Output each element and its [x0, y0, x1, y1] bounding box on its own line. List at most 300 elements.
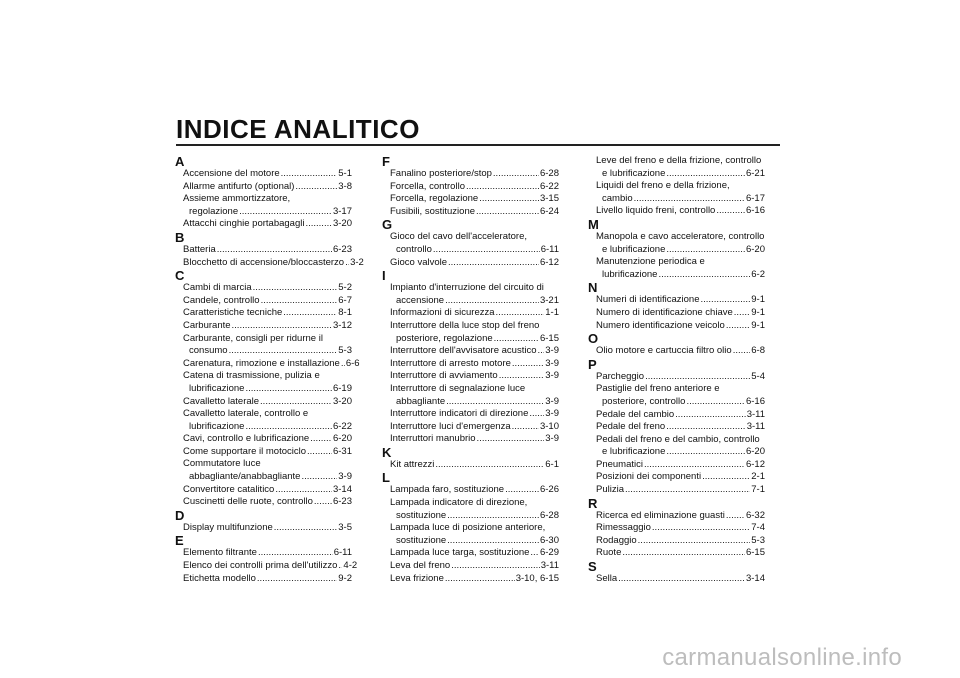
page-ref: 6-21 [745, 167, 765, 179]
leader-dots [307, 446, 332, 459]
index-column-3 [589, 155, 765, 586]
page-ref: 3-9 [545, 357, 559, 369]
page-ref: 6-26 [539, 484, 559, 496]
page-ref: 3-14 [332, 483, 352, 495]
index-entry[interactable] [589, 471, 765, 484]
index-entry[interactable] [589, 320, 765, 333]
leader-dots [493, 168, 539, 181]
leader-dots [435, 459, 544, 472]
entry-text: Cuscinetti delle ruote, controllo [183, 496, 313, 508]
leader-dots [658, 269, 750, 282]
entry-text: Pulizia [596, 484, 624, 496]
index-entry[interactable] [589, 522, 765, 535]
leader-dots [281, 168, 338, 181]
entry-text: Lampada luce di posizione anteriore, [390, 522, 546, 534]
page-ref: 6-28 [539, 509, 559, 521]
index-column-1 [175, 154, 364, 585]
page-ref: 6-15 [539, 332, 559, 344]
entry-text: Fanalino posteriore/stop [390, 168, 492, 179]
leader-dots [345, 257, 349, 270]
index-entry[interactable] [383, 433, 559, 446]
leader-dots [666, 421, 745, 434]
section-letter: R [588, 495, 598, 511]
leader-dots [433, 244, 540, 257]
entry-text: Pastiglie del freno anteriore e [596, 383, 720, 395]
page-ref: 3-11 [540, 560, 559, 572]
entry-text: Interruttore di avviamento [390, 370, 498, 382]
index-entry[interactable] [176, 496, 352, 509]
index-entry[interactable] [589, 409, 765, 422]
leader-dots [645, 371, 750, 384]
leader-dots [505, 484, 539, 497]
index-entry[interactable] [176, 370, 352, 395]
index-entry[interactable] [589, 231, 765, 256]
leader-dots [479, 193, 539, 206]
entry-text: Kit attrezzi [390, 458, 435, 470]
page-ref: 3-9 [545, 345, 559, 357]
entry-text: Assieme ammortizzatore, [183, 193, 291, 205]
entry-text: regolazione [189, 205, 239, 217]
index-entry[interactable] [383, 573, 559, 586]
entry-text: cambio [602, 192, 633, 204]
leader-dots [716, 205, 745, 218]
leader-dots [305, 218, 332, 231]
index-entry[interactable] [176, 357, 360, 371]
page-ref: 3-21 [539, 294, 559, 306]
leader-dots [494, 333, 539, 346]
page-title: INDICE ANALITICO [176, 114, 420, 144]
leader-dots [634, 193, 745, 206]
leader-dots [734, 307, 750, 320]
leader-dots [512, 421, 539, 434]
entry-text: Allarme antifurto (optional) [183, 180, 295, 192]
index-entry[interactable] [176, 408, 352, 433]
leader-dots [477, 433, 545, 446]
leader-dots [701, 294, 751, 307]
index-entry[interactable] [383, 345, 559, 358]
entry-text: Elemento filtrante [183, 547, 257, 559]
page-ref: 6-20 [745, 446, 765, 458]
entry-text: Lampada indicatore di direzione, [390, 497, 528, 509]
page-ref: 6-32 [745, 509, 765, 521]
section-letter: A [175, 154, 185, 169]
entry-text: Pneumatici [596, 458, 643, 470]
index-entry[interactable] [176, 547, 352, 560]
entry-text: Parcheggio [596, 370, 645, 382]
entry-text: Come supportare il motociclo [183, 445, 307, 457]
index-entry[interactable] [383, 459, 559, 472]
entry-text: Rimessaggio [596, 522, 651, 534]
page-ref: 3-12 [332, 319, 352, 331]
page-ref: 3-9 [545, 433, 559, 445]
entry-text: Interruttore indicatori di direzione [390, 408, 529, 420]
entry-text: Manopola e cavo acceleratore, controllo [596, 230, 765, 242]
page-ref: 3-14 [745, 573, 765, 585]
entry-text: posteriore, regolazione [396, 332, 493, 344]
index-entry[interactable] [383, 547, 559, 560]
index-entry[interactable] [176, 168, 352, 181]
entry-text: Carburante [183, 319, 231, 331]
entry-text: Impianto d'interruzione del circuito di [390, 282, 544, 294]
entry-text: Pedale del freno [596, 421, 666, 433]
entry-text: Batteria [183, 243, 216, 255]
entry-text: e lubrificazione [602, 167, 666, 179]
entry-text: Interruttore dell'avvisatore acustico [390, 345, 537, 357]
entry-text: Rodaggio [596, 534, 637, 546]
page-ref: 6-24 [539, 205, 559, 217]
section-letter: C [175, 268, 185, 284]
index-entry[interactable] [176, 218, 352, 231]
page-ref: 6-22 [539, 180, 559, 192]
page-ref: 6-17 [745, 192, 765, 204]
page-ref: 3-10, 6-15 [515, 572, 559, 584]
section-letter: K [382, 444, 392, 460]
index-entry[interactable] [589, 484, 765, 497]
entry-text: Interruttori manubrio [390, 433, 476, 445]
section-letter: N [588, 280, 598, 296]
watermark-text: carmanualsonline.info [662, 644, 902, 671]
entry-text: sostituzione [396, 509, 447, 521]
index-entry[interactable] [589, 180, 765, 205]
section-letter: F [382, 154, 390, 169]
leader-dots [260, 396, 332, 409]
page-ref: 6-11 [540, 243, 559, 255]
page-ref: 5-3 [338, 345, 352, 357]
page-ref: 6-22 [332, 420, 352, 432]
entry-text: lubrificazione [189, 382, 245, 394]
page-ref: 6-6 [345, 357, 360, 369]
leader-dots [666, 446, 745, 459]
page-ref: 6-11 [333, 547, 352, 559]
page-ref: 6-16 [745, 205, 765, 217]
page-ref: 5-2 [338, 282, 352, 294]
entry-text: Elenco dei controlli prima dell'utilizzo [183, 560, 338, 572]
entry-text: Numero di identificazione chiave [596, 306, 733, 318]
entry-text: Pedale del cambio [596, 408, 675, 420]
page-ref: 6-29 [539, 547, 559, 559]
page-ref: 5-4 [751, 370, 765, 382]
page-ref: 3-17 [332, 205, 352, 217]
index-entry[interactable] [589, 345, 765, 358]
leader-dots [622, 547, 745, 560]
leader-dots [618, 573, 745, 586]
section-letter: O [588, 331, 599, 347]
section-letter: I [382, 268, 386, 284]
page-ref: 6-15 [745, 547, 765, 559]
index-entry[interactable] [383, 484, 559, 497]
entry-text: Liquidi del freno e della frizione, [596, 180, 730, 192]
leader-dots [530, 547, 539, 560]
page-ref: 6-19 [332, 382, 352, 394]
index-entry[interactable] [383, 358, 559, 371]
entry-text: Manutenzione periodica e [596, 256, 705, 268]
leader-dots [625, 484, 750, 497]
index-entry[interactable] [589, 510, 765, 523]
leader-dots [538, 345, 545, 358]
index-entry[interactable] [383, 497, 559, 522]
entry-text: Livello liquido freni, controllo [596, 205, 716, 217]
entry-text: Leva del freno [390, 560, 451, 572]
entry-text: posteriore, controllo [602, 395, 686, 407]
index-entry[interactable] [176, 560, 358, 573]
page-ref: 6-2 [751, 268, 765, 280]
title-rule [176, 144, 780, 146]
leader-dots [638, 535, 751, 548]
entry-text: abbagliante [396, 395, 446, 407]
leader-dots [529, 408, 544, 421]
index-entry[interactable] [589, 547, 765, 560]
leader-dots [466, 181, 539, 194]
index-entry[interactable] [383, 193, 559, 206]
index-entry[interactable] [383, 320, 559, 345]
leader-dots [301, 471, 337, 484]
index-entry[interactable] [176, 333, 352, 358]
entry-text: Gioco valvole [390, 256, 448, 268]
entry-text: Display multifunzione [183, 521, 273, 533]
leader-dots [245, 421, 332, 434]
leader-dots [666, 244, 745, 257]
index-entry[interactable] [589, 256, 765, 281]
leader-dots [232, 320, 332, 333]
leader-dots [295, 181, 337, 194]
entry-text: Pedali del freno e del cambio, controllo [596, 433, 760, 445]
entry-text: Interruttore di segnalazione luce [390, 382, 526, 394]
entry-text: abbagliante/anabbagliante [189, 471, 301, 483]
index-entry[interactable] [383, 522, 559, 547]
entry-text: Interruttore di arresto motore [390, 357, 511, 369]
entry-text: Candele, controllo [183, 294, 260, 306]
page-ref: 5-1 [338, 168, 352, 179]
index-entry[interactable] [589, 371, 765, 384]
leader-dots [257, 573, 337, 586]
leader-dots [675, 409, 746, 422]
page-ref: 3-11 [746, 421, 765, 433]
page-ref: 3-9 [545, 408, 559, 420]
entry-text: Carenatura, rimozione e installazione [183, 357, 340, 369]
index-entry[interactable] [589, 459, 765, 472]
entry-text: Leva frizione [390, 572, 444, 584]
page-ref: 7-4 [751, 522, 765, 534]
index-entry[interactable] [176, 244, 352, 257]
index-entry[interactable] [589, 155, 765, 180]
index-entry[interactable] [383, 421, 559, 434]
entry-text: Convertitore catalitico [183, 483, 275, 495]
index-entry[interactable] [383, 282, 559, 307]
page-ref: 3-8 [338, 180, 352, 192]
entry-text: Lampada faro, sostituzione [390, 484, 505, 496]
page-ref: 3-20 [332, 218, 352, 230]
index-entry[interactable] [383, 257, 559, 270]
page-ref: 6-8 [751, 345, 765, 357]
index-entry[interactable] [383, 560, 559, 573]
entry-text: lubrificazione [602, 268, 658, 280]
page-ref: 3-10 [539, 420, 559, 432]
index-entry[interactable] [176, 396, 352, 409]
leader-dots [666, 168, 745, 181]
section-letter: P [588, 356, 597, 372]
index-entry[interactable] [383, 181, 559, 194]
index-entry[interactable] [383, 206, 559, 219]
entry-text: Cambi di marcia [183, 282, 252, 294]
index-entry[interactable] [383, 307, 559, 320]
page-ref: 3-11 [746, 408, 765, 420]
section-letter: M [588, 216, 599, 232]
entry-text: Interruttore della luce stop del freno [390, 319, 540, 331]
index-entry[interactable] [176, 446, 352, 459]
index-entry[interactable] [176, 458, 352, 483]
page-ref: 6-16 [745, 395, 765, 407]
entry-text: Etichetta modello [183, 572, 256, 584]
page-ref: 2-1 [751, 471, 765, 483]
index-entry[interactable] [383, 231, 559, 256]
page-ref: 6-20 [332, 433, 352, 445]
leader-dots [726, 320, 750, 333]
page-ref: 6-7 [338, 294, 352, 306]
index-entry[interactable] [176, 307, 352, 320]
page-ref: 8-1 [338, 307, 352, 319]
page-ref: 5-3 [751, 534, 765, 546]
index-entry[interactable] [383, 370, 559, 383]
entry-text: Accensione del motore [183, 168, 280, 179]
leader-dots [310, 433, 332, 446]
leader-dots [446, 396, 544, 409]
page-ref: 3-9 [338, 471, 352, 483]
index-entry[interactable] [589, 205, 765, 218]
leader-dots [338, 560, 342, 573]
entry-text: Ricerca ed eliminazione guasti [596, 509, 725, 521]
entry-text: Cavalletto laterale, controllo e [183, 408, 309, 420]
entry-text: Catena di trasmissione, pulizia e [183, 370, 320, 382]
index-entry[interactable] [383, 168, 559, 181]
index-entry[interactable] [589, 434, 765, 459]
leader-dots [245, 383, 332, 396]
page-ref: 9-1 [751, 294, 765, 306]
page-ref: 6-20 [745, 243, 765, 255]
leader-dots [512, 358, 544, 371]
leader-dots [447, 535, 539, 548]
leader-dots [229, 345, 338, 358]
index-entry[interactable] [589, 383, 765, 408]
leader-dots [499, 370, 545, 383]
page-ref: 3-9 [545, 395, 559, 407]
leader-dots [314, 496, 332, 509]
entry-text: Lampada luce targa, sostituzione [390, 547, 530, 559]
page-ref: 3-20 [332, 395, 352, 407]
leader-dots [253, 282, 338, 295]
entry-text: consumo [189, 345, 228, 357]
leader-dots [261, 295, 338, 308]
page-ref: 6-12 [539, 256, 559, 268]
index-entry[interactable] [176, 181, 352, 194]
entry-text: Attacchi cinghie portabagagli [183, 218, 305, 230]
section-letter: B [175, 229, 185, 245]
page-ref: 6-31 [332, 445, 352, 457]
leader-dots [702, 471, 750, 484]
index-entry[interactable] [176, 484, 352, 497]
page-ref: 9-2 [338, 572, 352, 584]
page-ref: 6-23 [332, 243, 352, 255]
entry-text: Gioco del cavo dell'acceleratore, [390, 231, 527, 243]
page-ref: 4-2 [343, 560, 358, 572]
page-ref: 3-5 [338, 521, 352, 533]
leader-dots [652, 522, 750, 535]
entry-text: Blocchetto di accensione/bloccasterzo [183, 256, 345, 268]
index-entry[interactable] [176, 522, 352, 535]
index-entry[interactable] [176, 320, 352, 333]
entry-text: Cavalletto laterale [183, 395, 260, 407]
page-ref: 7-1 [751, 484, 765, 496]
section-letter: G [382, 217, 393, 233]
leader-dots [686, 396, 745, 409]
index-entry[interactable] [176, 282, 352, 295]
leader-dots [496, 307, 545, 320]
page-ref: 3-15 [539, 193, 559, 205]
index-entry[interactable] [383, 408, 559, 421]
leader-dots [476, 206, 539, 219]
page-ref: 3-2 [350, 256, 364, 268]
index-entry[interactable] [383, 383, 559, 408]
leader-dots [445, 295, 539, 308]
index-entry[interactable] [176, 573, 352, 586]
entry-text: sostituzione [396, 534, 447, 546]
leader-dots [275, 484, 332, 497]
index-entry[interactable] [176, 295, 352, 308]
entry-text: Commutatore luce [183, 458, 261, 470]
page-ref: 3-9 [545, 370, 559, 382]
leader-dots [239, 206, 332, 219]
entry-text: e lubrificazione [602, 243, 666, 255]
leader-dots [341, 358, 345, 371]
leader-dots [258, 547, 333, 560]
page-ref: 9-1 [751, 306, 765, 318]
index-entry[interactable] [176, 433, 352, 446]
leader-dots [283, 307, 337, 320]
page-ref: 6-28 [539, 168, 559, 179]
section-letter: L [382, 470, 390, 486]
entry-text: Leve del freno e della frizione, controllo [596, 155, 762, 166]
index-entry[interactable] [176, 256, 364, 270]
index-column-2 [383, 155, 559, 585]
leader-dots [733, 345, 751, 358]
leader-dots [445, 573, 515, 586]
entry-text: Numero identificazione veicolo [596, 319, 725, 331]
page-ref: 1-1 [545, 307, 559, 319]
index-entry[interactable] [589, 535, 765, 548]
page-ref: 6-30 [539, 534, 559, 546]
index-entry[interactable] [176, 193, 352, 218]
entry-text: Ruote [596, 547, 622, 559]
index-entry[interactable] [589, 573, 765, 586]
entry-text: lubrificazione [189, 420, 245, 432]
entry-text: Olio motore e cartuccia filtro olio [596, 345, 732, 357]
entry-text: Cavi, controllo e lubrificazione [183, 433, 310, 445]
entry-text: e lubrificazione [602, 446, 666, 458]
section-letter: D [175, 507, 185, 523]
index-entry[interactable] [589, 307, 765, 320]
entry-text: Numeri di identificazione [596, 294, 700, 306]
leader-dots [274, 522, 338, 535]
leader-dots [447, 510, 539, 523]
entry-text: Interruttore luci d'emergenza [390, 420, 511, 432]
index-entry[interactable] [589, 294, 765, 307]
leader-dots [451, 560, 539, 573]
entry-text: controllo [396, 243, 432, 255]
index-entry[interactable] [589, 421, 765, 434]
page-ref: 6-12 [745, 458, 765, 470]
entry-text: accensione [396, 294, 445, 306]
entry-text: Posizioni dei componenti [596, 471, 702, 483]
leader-dots [726, 510, 745, 523]
